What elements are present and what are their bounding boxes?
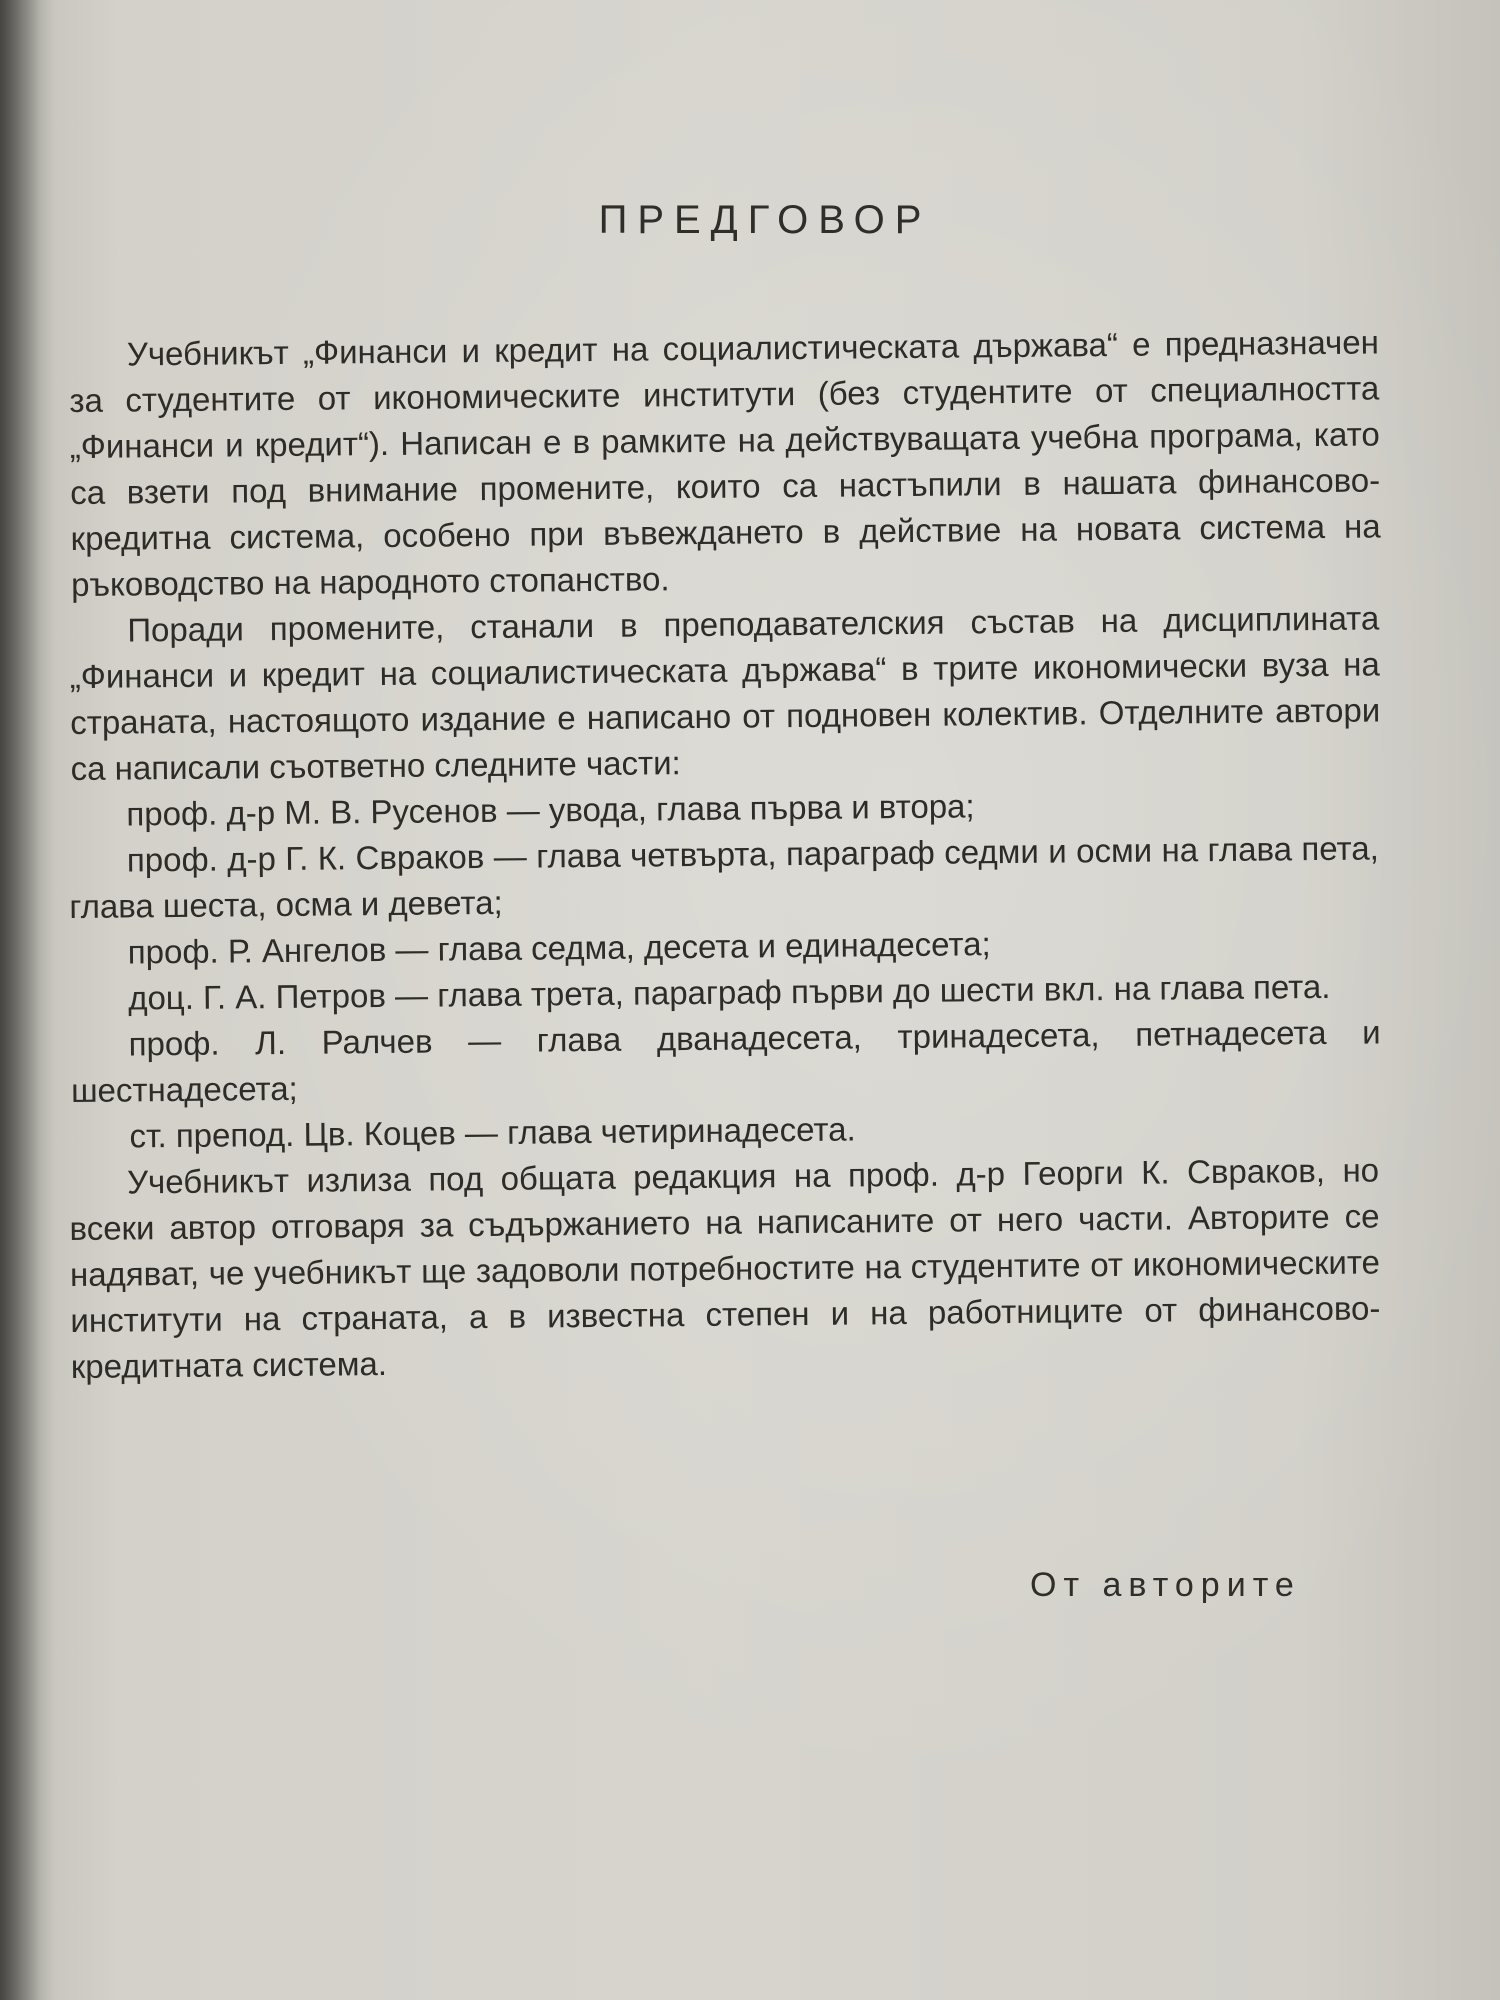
spine-shadow <box>0 0 40 2000</box>
page-sheet <box>70 0 1460 2000</box>
author-item: проф. Л. Ралчев — глава дванадесета, тринадесета, петнадесета и шестнадесета; <box>70 1013 1381 1109</box>
paragraph-closing: Учебникът излиза под общата редакция на проф. д-р Георги К. Свраков, но всеки автор отговаря за съдържанието на написаните от него части. Авторите се надяват, че учебникът ще задоволи потребностите на студентите от икономическите институти на страната, а в известна степен и на работниците от финансово-кредитната система. <box>69 1151 1381 1385</box>
author-item: ст. препод. Цв. Коцев — глава четиринадесета. <box>129 1110 856 1155</box>
paragraph-intro: Учебникът „Финанси и кредит на социалистическата държава“ е предназначен за студентите от икономическите институти (без студентите от специалността „Финанси и кредит“). Написан е в рамките на действуващата учебна програма, като са взети под внимание промените, които са настъпили в нашата финансово-кредитна система, особено при въвеждането в действие на новата система на ръководство на народното стопанство. <box>69 323 1381 603</box>
page-title: ПРЕДГОВОР <box>598 198 932 242</box>
paragraph-authors-intro: Поради промените, станали в преподавателския състав на дисциплината „Финанси и кредит на социалистическата държава“ в трите икономически вуза на страната, настоящото издание е написано от подновен колектив. Отделните автори са написали съответно следните части: <box>69 599 1381 787</box>
preface-body <box>69 323 1381 1390</box>
author-list <box>68 779 1381 1160</box>
author-item: проф. Р. Ангелов — глава седма, десета и единадесета; <box>127 925 991 971</box>
signature: От авторите <box>1030 1566 1301 1604</box>
author-item: проф. д-р М. В. Русенов — увода, глава първа и втора; <box>126 787 975 833</box>
author-item: проф. д-р Г. К. Свраков — глава четвърта, параграф седми и осми на глава пета, глава шеста, осма и девета; <box>69 829 1380 926</box>
author-item: доц. Г. А. Петров — глава трета, параграф първи до шести вкл. на глава пета. <box>128 967 1331 1017</box>
